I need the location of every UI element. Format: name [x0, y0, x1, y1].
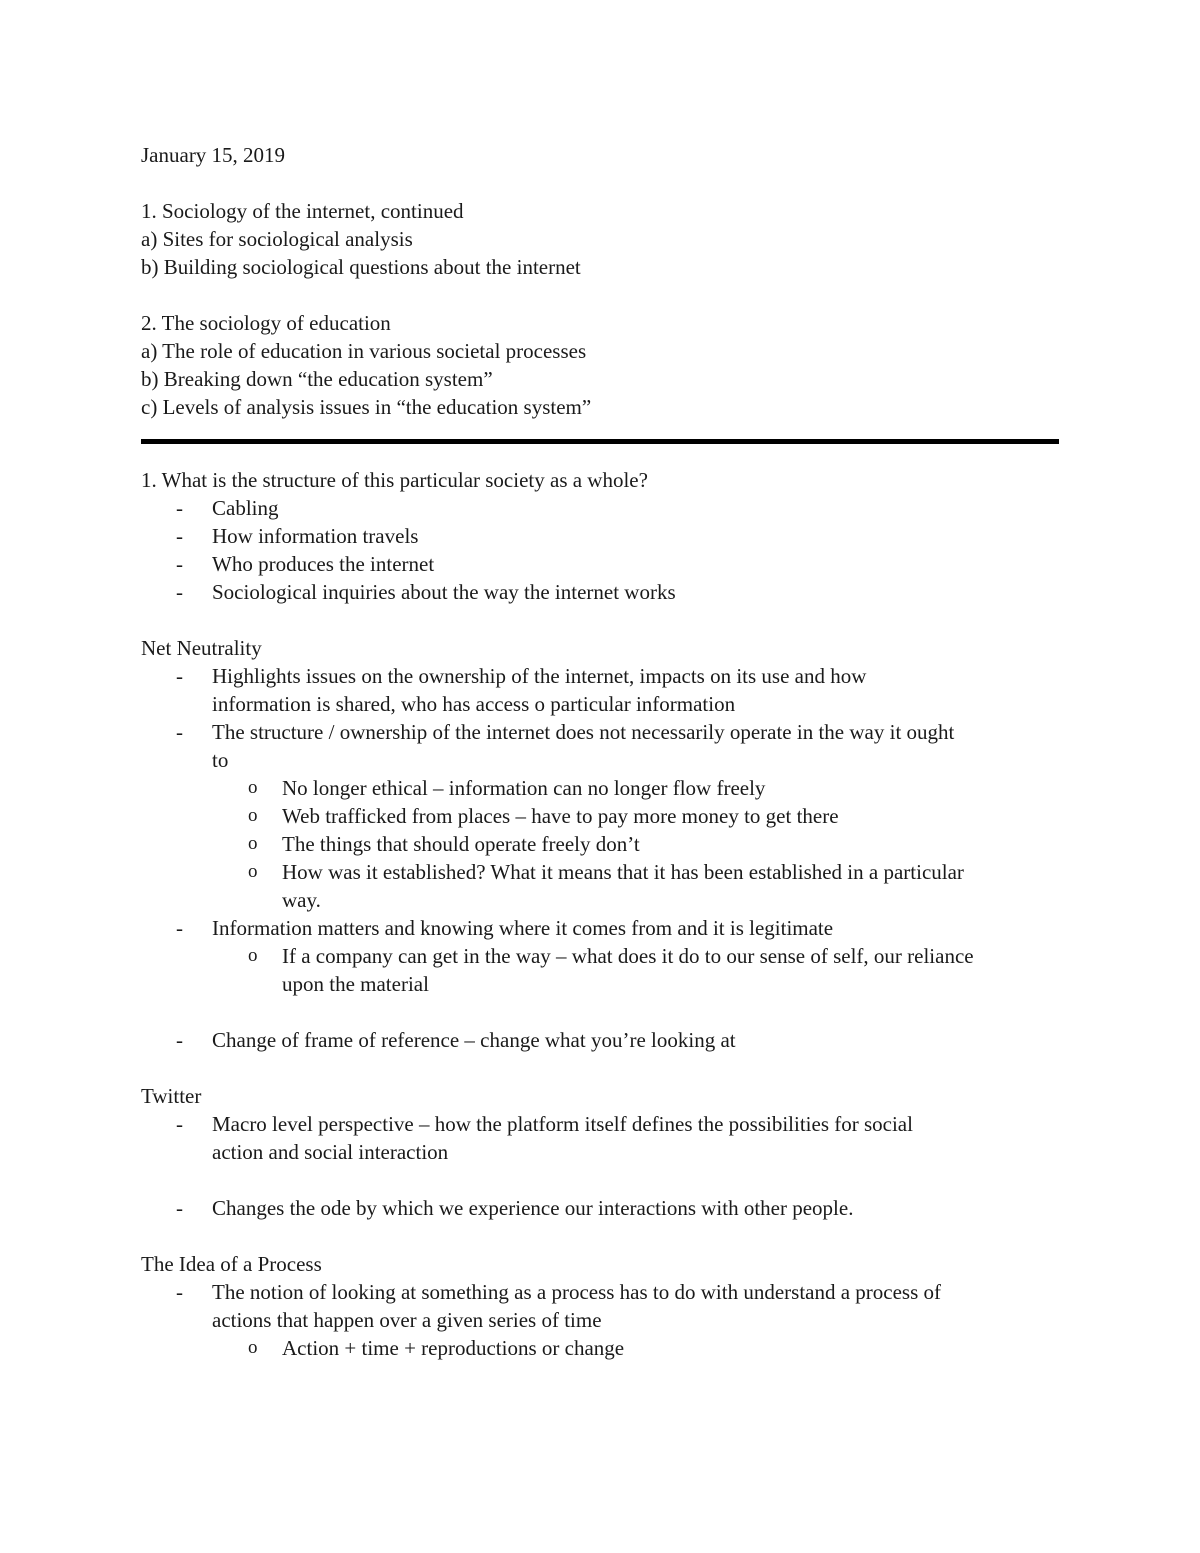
document-page	[141, 141, 1059, 1362]
agenda-item-2c: c) Levels of analysis issues in “the education system”	[141, 395, 592, 419]
list-item: - The notion of looking at something as a process has to do with understand a process of actions that happen over a given series of time	[176, 1280, 942, 1332]
twitter-heading: Twitter	[141, 1084, 202, 1108]
dash-marker: -	[176, 552, 183, 576]
process-heading: The Idea of a Process	[141, 1252, 322, 1276]
circle-marker: o	[248, 861, 258, 882]
circle-marker: o	[248, 1337, 258, 1358]
sub-list-item: o How was it established? What it means that it has been established in a particular way.	[248, 860, 964, 912]
circle-marker: o	[248, 833, 258, 854]
list-item: - Highlights issues on the ownership of the internet, impacts on its use and how information is shared, who has access o particular information	[176, 664, 867, 716]
dash-marker: -	[176, 1196, 183, 1220]
dash-marker: -	[176, 720, 183, 744]
dash-marker: -	[176, 664, 183, 688]
list-item: - How information travels	[176, 524, 419, 548]
circle-marker: o	[248, 945, 258, 966]
dash-marker: -	[176, 1028, 183, 1052]
sub-list-item: o If a company can get in the way – what does it do to our sense of self, our reliance upon the material	[248, 944, 974, 996]
dash-marker: -	[176, 524, 183, 548]
list-item: - Cabling	[176, 496, 279, 520]
dash-marker: -	[176, 916, 183, 940]
dash-marker: -	[176, 496, 183, 520]
sub-list-item: o The things that should operate freely don’t	[248, 832, 640, 856]
dash-marker: -	[176, 1280, 183, 1304]
circle-marker: o	[248, 805, 258, 826]
list-item: - Change of frame of reference – change what you’re looking at	[176, 1028, 736, 1052]
dash-marker: -	[176, 1112, 183, 1136]
list-item: - Macro level perspective – how the platform itself defines the possibilities for social action and social interaction	[176, 1112, 913, 1164]
date-heading: January 15, 2019	[141, 143, 286, 167]
agenda-item-2a: a) The role of education in various societal processes	[141, 339, 587, 363]
dash-marker: -	[176, 580, 183, 604]
list-item: - Sociological inquiries about the way the internet works	[176, 580, 676, 604]
list-item: - Information matters and knowing where it comes from and it is legitimate	[176, 916, 834, 940]
circle-marker: o	[248, 777, 258, 798]
agenda-item-2b: b) Breaking down “the education system”	[141, 367, 493, 391]
sub-list-item: o Action + time + reproductions or change	[248, 1336, 625, 1360]
agenda-item-1: 1. Sociology of the internet, continued	[141, 199, 464, 223]
horizontal-rule	[141, 439, 1059, 444]
agenda-item-1a: a) Sites for sociological analysis	[141, 227, 413, 251]
question-heading: 1. What is the structure of this particular society as a whole?	[141, 468, 648, 492]
sub-list-item: o Web trafficked from places – have to pay more money to get there	[248, 804, 839, 828]
list-item: - The structure / ownership of the internet does not necessarily operate in the way it ought to	[176, 720, 955, 772]
agenda-item-2: 2. The sociology of education	[141, 311, 391, 335]
list-item: - Changes the ode by which we experience our interactions with other people.	[176, 1196, 854, 1220]
agenda-item-1b: b) Building sociological questions about the internet	[141, 255, 581, 279]
sub-list-item: o No longer ethical – information can no longer flow freely	[248, 776, 766, 800]
list-item: - Who produces the internet	[176, 552, 435, 576]
net-neutrality-heading: Net Neutrality	[141, 636, 262, 660]
